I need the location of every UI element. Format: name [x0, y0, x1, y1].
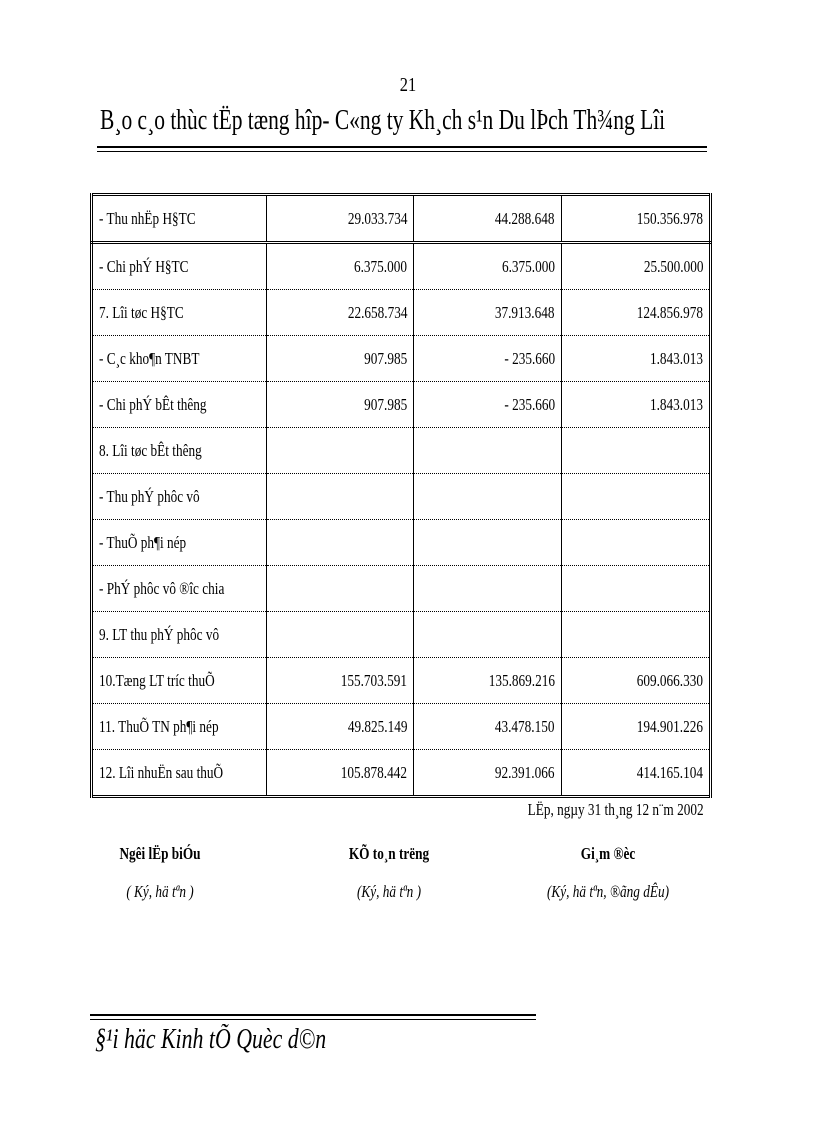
- table-row: [92, 566, 711, 612]
- row-value: 92.391.066: [495, 762, 555, 782]
- table-row: [92, 382, 711, 428]
- signature-note: (Ký, hä tªn, ®ãng dÊu): [546, 882, 669, 901]
- table-row: [92, 336, 711, 382]
- signature-title: Gi¸m ®èc: [580, 844, 636, 863]
- value-cell: [561, 704, 710, 750]
- footer-rule: [90, 1014, 536, 1016]
- footer-university: §¹i häc Kinh tÕ Quèc d©n: [95, 1024, 327, 1055]
- value-cell: [561, 336, 710, 382]
- row-value: 43.478.150: [495, 716, 555, 736]
- value-cell: [561, 474, 710, 520]
- row-value: 135.869.216: [488, 670, 555, 690]
- title-underline-thin: [97, 151, 707, 152]
- row-label-cell: [92, 566, 267, 612]
- table-row: [92, 195, 711, 243]
- value-cell: [266, 750, 414, 797]
- value-cell: [414, 336, 562, 382]
- row-value: 194.901.226: [636, 716, 703, 736]
- value-cell: [266, 428, 414, 474]
- row-value: 150.356.978: [636, 208, 703, 228]
- place-date: LËp, ngµy 31 th¸ng 12 n¨m 2002: [528, 800, 704, 819]
- value-cell: [414, 750, 562, 797]
- row-value: 25.500.000: [643, 256, 703, 276]
- row-value: 1.843.013: [649, 394, 703, 414]
- title-underline: [97, 146, 707, 148]
- row-label: - Chi phÝ bÊt thêng: [99, 394, 207, 414]
- value-cell: [414, 243, 562, 290]
- value-cell: [266, 474, 414, 520]
- row-label: - PhÝ phôc vô ®îc chia: [99, 578, 225, 598]
- row-value: 22.658.734: [347, 302, 408, 322]
- row-value: 49.825.149: [347, 716, 408, 736]
- signature-title: Ngêi lËp biÓu: [119, 844, 201, 863]
- value-cell: [414, 474, 562, 520]
- page-number: 21: [399, 74, 417, 96]
- table-row: [92, 520, 711, 566]
- value-cell: [561, 195, 710, 243]
- value-cell: [414, 195, 562, 243]
- row-label: - Chi phÝ H§TC: [99, 256, 189, 276]
- signature-preparer: [50, 844, 270, 902]
- row-value: 414.165.104: [636, 762, 703, 782]
- row-label-cell: [92, 382, 267, 428]
- value-cell: [266, 336, 414, 382]
- value-cell: [266, 243, 414, 290]
- signature-director: [498, 844, 718, 902]
- row-value: 124.856.978: [636, 302, 703, 322]
- row-label: 8. Lîi tøc bÊt thêng: [99, 440, 202, 460]
- row-value: - 235.660: [504, 394, 555, 414]
- row-label-cell: [92, 658, 267, 704]
- value-cell: [414, 290, 562, 336]
- value-cell: [561, 428, 710, 474]
- table-row: [92, 704, 711, 750]
- table-row: [92, 428, 711, 474]
- row-value: 6.375.000: [354, 256, 408, 276]
- row-label: 7. Lîi tøc H§TC: [99, 302, 184, 322]
- value-cell: [266, 290, 414, 336]
- row-label-cell: [92, 195, 267, 243]
- value-cell: [561, 750, 710, 797]
- row-value: 1.843.013: [649, 348, 703, 368]
- table-row: [92, 474, 711, 520]
- row-label: - ThuÕ ph¶i nép: [99, 532, 187, 552]
- signature-title: KÕ to¸n trëng: [348, 844, 430, 863]
- value-cell: [561, 382, 710, 428]
- value-cell: [266, 520, 414, 566]
- value-cell: [561, 612, 710, 658]
- financial-table: [90, 193, 712, 798]
- report-title: B¸o c¸o thùc tËp tæng hîp- C«ng ty Kh¸ch s¹n Du lÞch Th¾ng Lîi: [100, 104, 666, 136]
- table-row: [92, 243, 711, 290]
- row-label-cell: [92, 336, 267, 382]
- table-row: [92, 750, 711, 797]
- row-label-cell: [92, 750, 267, 797]
- footer-rule-thin: [90, 1019, 536, 1020]
- value-cell: [561, 566, 710, 612]
- value-cell: [414, 382, 562, 428]
- row-value: 609.066.330: [636, 670, 703, 690]
- value-cell: [414, 566, 562, 612]
- row-label-cell: [92, 612, 267, 658]
- signature-note: (Ký, hä tªn ): [356, 882, 422, 901]
- value-cell: [414, 520, 562, 566]
- value-cell: [414, 428, 562, 474]
- row-value: 105.878.442: [340, 762, 408, 782]
- value-cell: [414, 612, 562, 658]
- row-value: 29.033.734: [347, 208, 408, 228]
- row-label: 12. Lîi nhuËn sau thuÕ: [99, 762, 224, 782]
- value-cell: [266, 704, 414, 750]
- table-row: [92, 658, 711, 704]
- row-value: 44.288.648: [495, 208, 555, 228]
- table-row: [92, 290, 711, 336]
- row-label: 10.Tæng LT tríc thuÕ: [99, 670, 215, 690]
- value-cell: [266, 382, 414, 428]
- row-value: 6.375.000: [501, 256, 555, 276]
- value-cell: [266, 195, 414, 243]
- row-label-cell: [92, 474, 267, 520]
- row-label-cell: [92, 428, 267, 474]
- value-cell: [561, 243, 710, 290]
- value-cell: [414, 704, 562, 750]
- value-cell: [414, 658, 562, 704]
- signature-chief-accountant: [279, 844, 499, 902]
- row-label: - Thu nhËp H§TC: [99, 208, 196, 228]
- row-label: 9. LT thu phÝ phôc vô: [99, 624, 220, 644]
- row-value: 907.985: [364, 394, 408, 414]
- signature-note: ( Ký, hä tªn ): [126, 882, 194, 901]
- value-cell: [561, 658, 710, 704]
- value-cell: [561, 520, 710, 566]
- row-label: - C¸c kho¶n TNBT: [99, 348, 200, 368]
- row-value: 155.703.591: [340, 670, 408, 690]
- value-cell: [266, 658, 414, 704]
- row-value: - 235.660: [504, 348, 555, 368]
- row-label: 11. ThuÕ TN ph¶i nép: [99, 716, 219, 736]
- row-label-cell: [92, 520, 267, 566]
- row-label-cell: [92, 704, 267, 750]
- row-label: - Thu phÝ phôc vô: [99, 486, 200, 506]
- value-cell: [561, 290, 710, 336]
- row-value: 907.985: [364, 348, 408, 368]
- row-label-cell: [92, 243, 267, 290]
- value-cell: [266, 612, 414, 658]
- table-row: [92, 612, 711, 658]
- value-cell: [266, 566, 414, 612]
- row-label-cell: [92, 290, 267, 336]
- row-value: 37.913.648: [495, 302, 555, 322]
